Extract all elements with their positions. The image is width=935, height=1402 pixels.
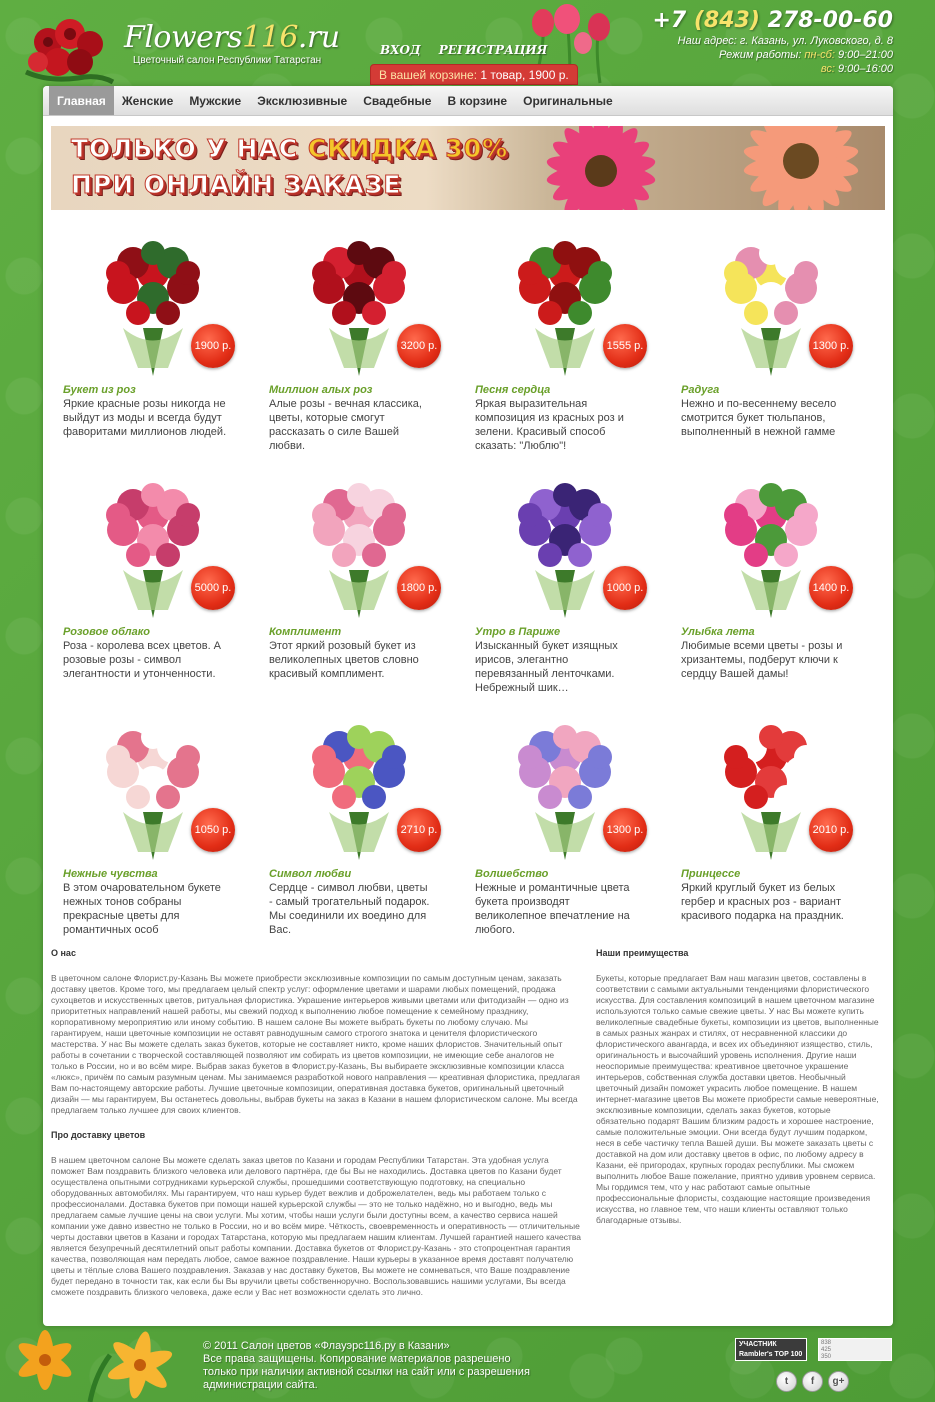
main-container [43,86,893,1326]
product-card[interactable] [63,702,253,937]
copyright-line: © 2011 Салон цветов «Флауэрс116.ру в Казани» [203,1340,450,1352]
product-card[interactable] [681,218,871,439]
bouquet-image-icon[interactable] [475,218,655,378]
banner-discount: СКИДКА 30% [307,134,509,163]
product-title[interactable]: Миллион алых роз [269,384,373,396]
product-description: Яркая выразительная композиция из красных роз и зелени. Красивый способ сказать: "Люблю"! [475,398,624,452]
product-description: Любимые всеми цветы - розы и хризантемы, подберут ключи к сердцу Вашей дамы! [681,640,843,680]
bouquet-image-icon[interactable] [681,460,861,620]
liveinternet-counter[interactable] [818,1338,892,1361]
product-card[interactable] [63,460,253,681]
product-title[interactable]: Песня сердца [475,384,551,396]
login-link[interactable]: ВХОД [380,43,421,57]
product-description: Яркий круглый букет из белых гербер и красных роз - вариант красивого подарка на праздник. [681,882,844,922]
bouquet-image-icon[interactable] [681,218,861,378]
product-title[interactable]: Комплимент [269,626,342,638]
product-description: Роза - королева всех цветов. А розовые розы - символ элегантности и утонченности. [63,640,222,680]
benefits-text: Букеты, которые предлагает Вам наш магазин цветов, составлены в соответствии с самыми актуальными тенденциями флористического искусства. Для составления композиций в нашем цветочном магазине используются только самые свежие цветы. У нас Вы можете купить великолепные свадебные букеты, композиции из цветов, выполненные в самых разных жанрах и стилях, от несравненной классики до флористического авангарда, и всех их объединяют изящество, стиль, оригинальность и высочайший уровень исполнения. Другие наши неоспоримые преимущества: креативное цветочное украшение интерьеров, собственная служба доставки цветов. Необычный цветочный дизайн поможет украсить любое помещение. В нашем интернет-магазине цветов Вы можете приобрести самые невероятные, эксклюзивные композиции, сделать заказ букетов, которые обязательно подарят Вашим близким радость и хорошее настроение, самые положительные эмоции. Они всегда будут лучшим подарком, неся в себе частичку тепла Вашей души. Вы можете заказать цветы с доставкой на дом или доставку цветов в офис, по любому адресу в Казани, её пригородах, крупных городах республики. Мы сможем выполнить любое Ваше пожелание, приятно удивив уровнем сервиса. Мы гордимся тем, что у нас работают самые опытные профессиональные флористы, создающие настоящие произведения искусства, но главное тем, что наши клиенты оставляют только благодарные отзывы. [596,973,879,1225]
price-badge[interactable]: 1300 р. [603,808,647,852]
nav-item-basket[interactable]: В корзине [447,94,508,108]
rambler-counter-bottom [739,1350,803,1360]
auth-links [380,43,561,57]
delivery-text: В нашем цветочном салоне Вы можете сделать заказ цветов по Казани и городам Республики Татарстан. Эта удобная услуга поможет Вам поздравить близкого человека или делового партнёра, где бы Вы не находились. Доставка цветов по Казани будет осуществлена опытными сотрудниками курьерской службы, прошедшими соответствующую подготовку, на специально оборудованных автомобилях. Мы гарантируем, что наш курьер будет вежлив и доброжелателен, ведь мы работаем только с профессионалами. Доставка букетов при помощи нашей курьерской службы — это не только надёжно, но и выгодно, ведь мы предлагаем самые лучшие цены на свои услуги. Мы хотим, чтобы наши услуги были доступны всем, а качество сервиса нашей компании уже давно известно не только в России, но и во всём мире. Чёткость, своевременность и оперативность — отличительные черты доставки цветов в Казани и городах Татарстана, которую мы предлагаем нашим клиентам. Лучшей гарантией нашего качества является безупречный десятилетний опыт работы компании. Доставка букетов от Флорист.ру-Казань - это стопроцентная гарантия качества, позволяющая нам передать любое, самое важное поздравление. Наши курьеры в указанное время доставят получателю цветы и тёплые слова Вашего поздравления. Заказав у нас доставку букетов, Вы можете не сомневаться, что Ваше поздравление будет передано в точности так, как если бы Вы вручили цветы собственноручно. Воспользовавшись нашими услугами, Вы всегда сможете поздравить близкого человека, даже если у Вас нет возможности сделать это лично. [51,1155,582,1297]
product-description: Сердце - символ любви, цветы - самый трогательный подарок. Мы соединили их воедино для Вас. [269,882,430,936]
logo-title-suffix: .ru [297,20,340,55]
lily-decoration-icon [0,1305,200,1402]
register-link[interactable]: РЕГИСТРАЦИЯ [438,43,548,57]
bouquet-image-icon[interactable] [63,460,243,620]
price-badge[interactable]: 2710 р. [397,808,441,852]
product-title[interactable]: Утро в Париже [475,626,561,638]
product-card[interactable] [475,460,665,695]
cart-value: 1 товар, 1900 р. [480,68,569,82]
bouquet-image-icon[interactable] [269,460,449,620]
price-badge[interactable]: 1300 р. [809,324,853,368]
hours-weekday-value: 9:00–21:00 [837,49,893,61]
product-title[interactable]: Розовое облако [63,626,151,638]
product-description: В этом очаровательном букете нежных тонов собраны прекрасные цветы для романтичных особ [63,882,221,936]
nav-item-women[interactable]: Женские [121,94,174,108]
product-card[interactable] [269,460,459,681]
product-card[interactable] [269,702,459,937]
hours-sunday [678,62,893,76]
product-card[interactable] [269,218,459,453]
product-description: Алые розы - вечная классика, цветы, которые смогут рассказать о силе Вашей любви. [269,398,422,452]
cart-label: В вашей корзине: [379,68,478,82]
hours-label: Режим работы: [718,49,802,61]
benefits-heading: Наши преимущества [596,948,689,958]
google-plus-icon[interactable]: g+ [828,1371,849,1392]
product-card[interactable] [475,702,665,937]
bouquet-image-icon[interactable] [475,702,655,862]
price-badge[interactable]: 1000 р. [603,566,647,610]
product-description: Этот яркий розовый букет из великолепных цветов словно красивый комплимент. [269,640,419,680]
price-badge[interactable]: 1050 р. [191,808,235,852]
site-logo[interactable] [124,20,340,55]
product-title[interactable]: Символ любви [269,868,352,880]
product-description: Нежные и романтичные цвета букета производят великолепное впечатление на любого. [475,882,630,936]
hours-sunday-day: вс: [820,63,835,75]
logo-title-main: Flowers [124,20,243,55]
social-links [776,1371,849,1392]
nav-item-wedding[interactable]: Свадебные [363,94,432,108]
about-section [51,948,581,1312]
main-nav [43,86,893,116]
promo-banner[interactable] [51,126,885,210]
price-badge[interactable]: 5000 р. [191,566,235,610]
contact-info [678,34,893,76]
logo-title-accent: 116 [242,20,298,55]
hours-weekday [678,48,893,62]
rights-text: Все права защищены. Копирование материалов разрешено только при наличии активной ссылки на сайт или с разрешения администрации сайта. [203,1353,530,1391]
footer-copyright [203,1340,533,1392]
site-header [0,0,935,86]
cart-summary[interactable] [370,64,578,85]
nav-item-home[interactable]: Главная [49,86,114,115]
product-title[interactable]: Волшебство [475,868,549,880]
product-title[interactable]: Принцессе [681,868,741,880]
banner-line1 [71,134,508,163]
bouquet-image-icon[interactable] [475,460,655,620]
about-heading: О нас [51,948,76,958]
benefits-section [596,948,881,1226]
price-badge[interactable]: 1555 р. [603,324,647,368]
rambler-counter-label: Rambler's [739,1351,773,1358]
product-description: Яркие красные розы никогда не выйдут из моды и всегда будут фаворитами миллионов людей. [63,398,227,438]
product-title[interactable]: Нежные чувства [63,868,158,880]
counter2-line1: 838 [821,1340,832,1346]
nav-item-men[interactable]: Мужские [189,94,242,108]
logo-subtitle: Цветочный салон Республики Татарстан [133,55,322,66]
price-badge[interactable]: 1800 р. [397,566,441,610]
phone-code: (843) [693,8,760,33]
bouquet-image-icon[interactable] [269,702,449,862]
product-card[interactable] [681,702,871,923]
hours-sunday-value: 9:00–16:00 [837,63,893,75]
banner-line2: ПРИ ОНЛАЙН ЗАКАЗЕ [71,170,402,199]
price-badge[interactable]: 3200 р. [397,324,441,368]
product-description: Нежно и по-весеннему весело смотрится букет тюльпанов, выполненный в нежной гамме [681,398,837,438]
bouquet-image-icon[interactable] [681,702,861,862]
bouquet-image-icon[interactable] [63,218,243,378]
rambler-counter-top: УЧАСТНИК [739,1341,777,1348]
phone-digits: 278-00-60 [767,8,893,33]
gerbera-flowers-icon [511,126,885,210]
nav-item-exclusive[interactable]: Эксклюзивные [257,94,348,108]
bouquet-image-icon[interactable] [63,702,243,862]
facebook-icon[interactable]: f [802,1371,823,1392]
counter2-line2: 425 [821,1347,832,1353]
counter2-line3: 350 [821,1354,832,1360]
nav-item-original[interactable]: Оригинальные [523,94,613,108]
product-card[interactable] [63,218,253,439]
bouquet-image-icon[interactable] [269,218,449,378]
rambler-counter-badge: TOP 100 [774,1351,803,1358]
price-badge[interactable]: 1400 р. [809,566,853,610]
price-badge[interactable]: 1900 р. [191,324,235,368]
price-badge[interactable]: 2010 р. [809,808,853,852]
product-title[interactable]: Улыбка лета [681,626,755,638]
product-title[interactable]: Букет из роз [63,384,136,396]
product-card[interactable] [681,460,871,681]
banner-line1-start: ТОЛЬКО У НАС [71,134,299,163]
delivery-heading: Про доставку цветов [51,1130,146,1140]
product-description: Изысканный букет изящных ирисов, элегантно перевязанный ленточками. Небрежный шик… [475,640,618,694]
twitter-icon[interactable]: t [776,1371,797,1392]
phone-number[interactable] [652,8,893,33]
rambler-counter[interactable] [735,1338,807,1361]
about-text: В цветочном салоне Флорист.ру-Казань Вы можете приобрести эксклюзивные композиции по самым доступным ценам, заказать доставку цветов. Кроме того, мы предлагаем целый спектр услуг: оформление цветами и шарами любых помещений, продажа сухоцветов и искусственных цветов, ритуальная флористика. Украшение интерьеров живыми цветами или фитодизайн — одно из приоритетных направлений нашей работы, мы свежий подход к выполнению любое помещение к семейному празднику, корпоративному мероприятию или иному событию. В нашем салоне Вы можете выбрать букеты по любому случаю. Мы гарантируем, наши цветочные композиции не оставят равнодушным самого строгого знатока и ценителя флористического мастерства. У нас Вы можете сделать заказ букетов, которые не составляет никто, кроме наших флористов. Значительный опыт работы в сочетании с творческой составляющей позволяют им собирать из цветов композиции, не имеющие себе аналогов не только в России, но и во всём мире. Выбрав заказ букетов в Флорист.ру-Казань, Вы выбираете эксклюзивные композиции класса «люкс», причём по самым разумным ценам. Мы занимаемся разработкой нового направления — креативная флористика, предлагая Вам по-настоящему авторские работы. Лучшие цветочные композиции, оперативная доставка букетов, оригинальный цветочный дизайн — мы гарантируем, Вы останетесь довольны, выбрав букеты на заказ в Казани в нашем флористическом салоне. Мы всегда предлагаем только лучшее для своих клиентов. [51,973,580,1115]
address-text: Наш адрес: г. Казань, ул. Луковского, д. 8 [677,35,893,47]
roses-logo-icon [18,12,123,87]
product-title[interactable]: Радуга [681,384,720,396]
hours-weekday-days: пн-сб: [804,49,835,61]
product-card[interactable] [475,218,665,453]
phone-prefix: +7 [652,8,687,33]
